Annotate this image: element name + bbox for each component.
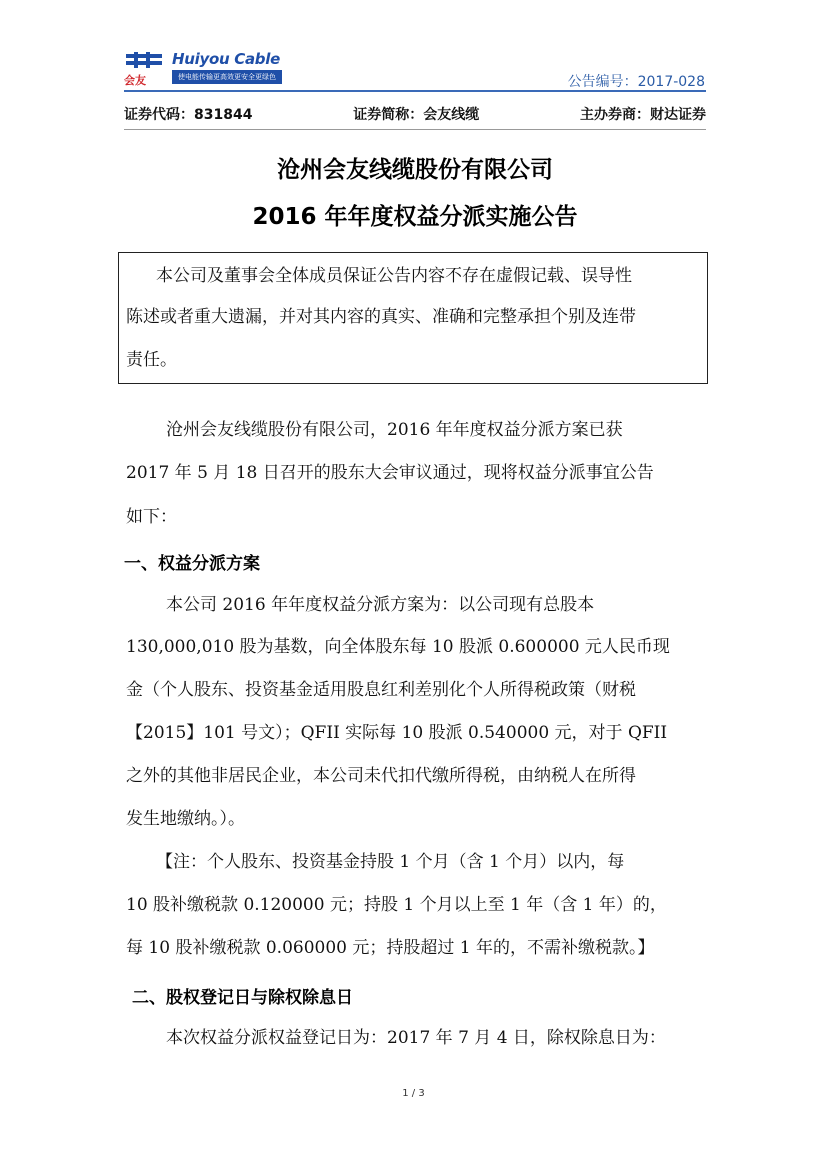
- sponsor-broker: 主办券商：财达证券: [579, 107, 706, 123]
- intro-line: 2017 年 5 月 18 日召开的股东大会审议通过，现将权益分派事宜公告: [126, 463, 654, 483]
- section-heading: 二、股权登记日与除权除息日: [132, 988, 353, 1008]
- paragraph-line: 本公司 2016 年年度权益分派方案为：以公司现有总股本: [166, 595, 595, 615]
- company-logo: [124, 50, 284, 90]
- disclaimer-line: 陈述或者重大遗漏，并对其内容的真实、准确和完整承担个别及连带: [126, 307, 636, 327]
- disclaimer-line: 本公司及董事会全体成员保证公告内容不存在虚假记载、误导性: [156, 266, 632, 286]
- security-info-row: [124, 104, 706, 124]
- section-heading: 一、权益分派方案: [124, 554, 260, 574]
- page-number: 1 / 3: [402, 1088, 425, 1099]
- tax-note-line: 10 股补缴税款 0.120000 元；持股 1 个月以上至 1 年（含 1 年）的，: [126, 895, 667, 915]
- tax-note-line: 【注：个人股东、投资基金持股 1 个月（含 1 个月）以内，每: [156, 852, 625, 872]
- logo-english-text: Huiyou Cable: [172, 50, 280, 68]
- disclaimer-line: 责任。: [126, 350, 177, 370]
- intro-line: 如下：: [126, 507, 177, 527]
- announcement-number: 公告编号：2017-028: [567, 74, 705, 90]
- meta-divider: [124, 129, 706, 130]
- header-divider: [124, 90, 706, 92]
- stock-abbreviation: 证券简称：会友线缆: [353, 107, 480, 123]
- stock-code: 证券代码：831844: [124, 107, 253, 123]
- paragraph-line: 之外的其他非居民企业，本公司未代扣代缴所得税，由纳税人在所得: [126, 766, 636, 786]
- paragraph-line: 【2015】101 号文）；QFII 实际每 10 股派 0.540000 元，对于 QFII: [126, 723, 668, 743]
- intro-line: 沧州会友线缆股份有限公司，2016 年年度权益分派方案已获: [166, 420, 623, 440]
- paragraph-line: 发生地缴纳。）。: [126, 809, 245, 829]
- document-subtitle: 2016 年年度权益分派实施公告: [252, 204, 578, 230]
- paragraph-line: 130,000,010 股为基数，向全体股东每 10 股派 0.600000 元人民币现: [126, 637, 670, 657]
- paragraph-line: 本次权益分派权益登记日为：2017 年 7 月 4 日，除权除息日为：: [166, 1028, 666, 1048]
- tax-note-line: 每 10 股补缴税款 0.060000 元；持股超过 1 年的，不需补缴税款。】: [126, 938, 655, 958]
- logo-slogan: 使电能传输更高效更安全更绿色: [172, 70, 282, 84]
- logo-chinese-text: 会友: [124, 74, 146, 87]
- paragraph-line: 金（个人股东、投资基金适用股息红利差别化个人所得税政策（财税: [126, 680, 636, 700]
- document-title: 沧州会友线缆股份有限公司: [277, 157, 553, 183]
